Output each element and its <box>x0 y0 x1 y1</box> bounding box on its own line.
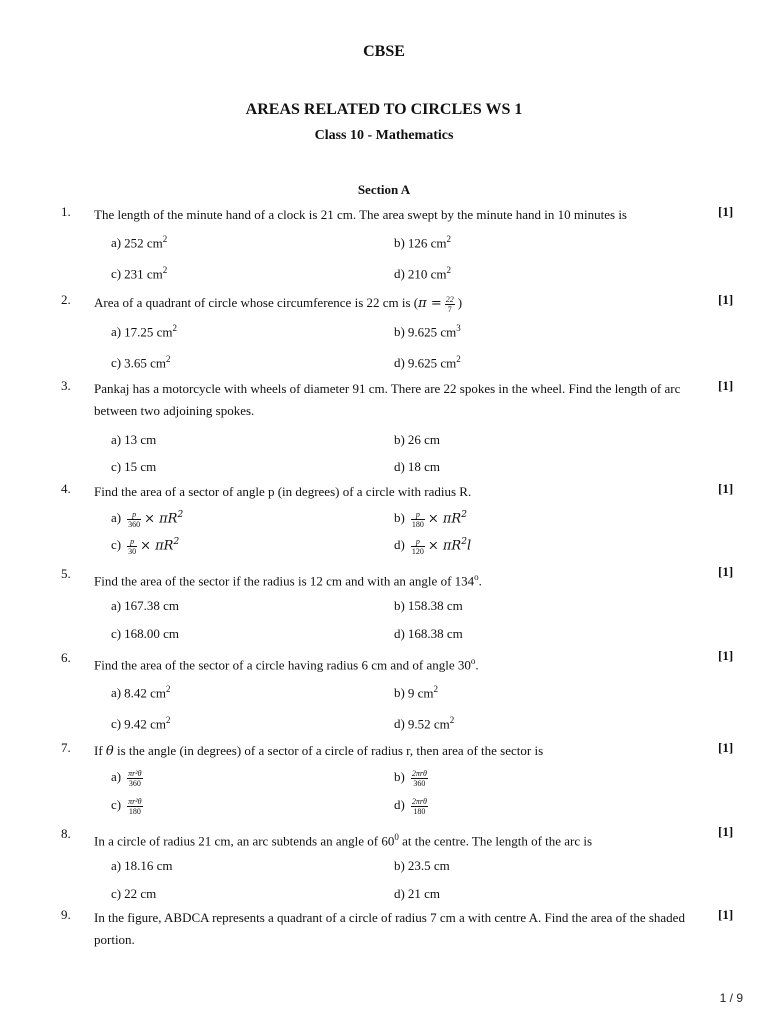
question-number: 5. <box>61 566 71 581</box>
option-d[interactable]: d) 168.38 cm <box>394 626 463 641</box>
board-heading: CBSE <box>363 43 405 60</box>
option-c[interactable]: c) $\frac{\text{πr²θ}}{180}$ <box>111 797 142 816</box>
option-a[interactable]: a) 17.25 $cm^2$ <box>111 323 177 340</box>
worksheet-title: AREAS RELATED TO CIRCLES WS 1 <box>245 101 523 118</box>
option-b[interactable]: b) 158.38 cm <box>394 598 463 613</box>
option-d[interactable]: d) $\frac{p}{120}$ × $\pi R^2l$ <box>394 537 472 556</box>
marks-badge: [1] <box>718 481 734 496</box>
question-text: Pankaj has a motorcycle with wheels of diameter 91 cm. There are 22 spokes in the wheel. Find the length of arc between two adjoining spokes. <box>94 381 681 418</box>
pi-fraction: $\frac{22}{7}$ <box>445 294 454 314</box>
option-a[interactable]: a) 18.16 cm <box>111 858 173 873</box>
marks-badge: [1] <box>718 564 734 579</box>
option-b[interactable]: b) $\frac{p}{180}$ × $\pi R^2$ <box>394 510 467 529</box>
question-text: Area of a quadrant of circle whose circumference is 22 cm is (π = $\frac{22}{7}$ ) <box>94 294 463 314</box>
question-number: 3. <box>61 378 71 393</box>
option-d[interactable]: d) 18 cm <box>394 459 440 474</box>
question-number: 8. <box>61 826 71 841</box>
option-c[interactable]: c) 231 $cm^2$ <box>111 265 168 282</box>
option-d[interactable]: d) 21 cm <box>394 886 440 901</box>
page-number: 1 / 9 <box>719 991 743 1005</box>
question-text: Find the area of the sector if the radius is 12 cm and with an angle of 134$^o$. <box>94 572 482 589</box>
option-c[interactable]: c) 22 cm <box>111 886 157 901</box>
option-c[interactable]: c) 168.00 cm <box>111 626 179 641</box>
option-a[interactable]: a) $\frac{p}{360}$ × $\pi R^2$ <box>111 510 184 529</box>
option-a[interactable]: a) 13 cm <box>111 432 157 447</box>
question-number: 9. <box>61 907 71 922</box>
marks-badge: [1] <box>718 740 734 755</box>
question-text: If θ is the angle (in degrees) of a sector of a circle of radius r, then area of the sector is <box>94 743 544 759</box>
option-b[interactable]: b) 23.5 cm <box>394 858 450 873</box>
option-b[interactable]: b) 9 $cm^2$ <box>394 684 438 701</box>
option-a[interactable]: a) 167.38 cm <box>111 598 179 613</box>
marks-badge: [1] <box>718 204 734 219</box>
option-d[interactable]: d) 9.52 $cm^2$ <box>394 715 455 732</box>
question-text: Find the area of the sector of a circle having radius 6 cm and of angle 30$^o$. <box>94 656 479 673</box>
marks-badge: [1] <box>718 378 734 393</box>
option-c[interactable]: c) 15 cm <box>111 459 157 474</box>
option-c[interactable]: c) $\frac{p}{30}$ × $\pi R^2$ <box>111 537 180 556</box>
question-number: 1. <box>61 204 71 219</box>
question-number: 2. <box>61 292 71 307</box>
option-b[interactable]: b) $\frac{\text{2πrθ}}{360}$ <box>394 769 427 788</box>
option-c[interactable]: c) 3.65 $cm^2$ <box>111 354 171 371</box>
marks-badge: [1] <box>718 907 734 922</box>
question-text: In the figure, ABDCA represents a quadrant of a circle of radius 7 cm a with centre A. Find the area of the shaded portion. <box>94 910 685 947</box>
option-a[interactable]: a) 8.42 $cm^2$ <box>111 684 171 701</box>
option-a[interactable]: a) 252 $cm^2$ <box>111 234 168 251</box>
option-d[interactable]: d) $\frac{\text{2πrθ}}{180}$ <box>394 797 427 816</box>
question-number: 7. <box>61 740 71 755</box>
marks-badge: [1] <box>718 648 734 663</box>
option-b[interactable]: b) 26 cm <box>394 432 440 447</box>
option-b[interactable]: b) 9.625 $cm^3$ <box>394 323 461 340</box>
question-text: The length of the minute hand of a clock is 21 cm. The area swept by the minute hand in 10 minutes is <box>94 207 627 222</box>
question-text: Find the area of a sector of angle p (in degrees) of a circle with radius R. <box>94 484 472 499</box>
option-b[interactable]: b) 126 $cm^2$ <box>394 234 451 251</box>
section-heading: Section A <box>357 182 411 197</box>
marks-badge: [1] <box>718 824 734 839</box>
question-number: 6. <box>61 650 71 665</box>
option-a[interactable]: a) $\frac{\text{πr²θ}}{360}$ <box>111 769 142 788</box>
marks-badge: [1] <box>718 292 734 307</box>
option-d[interactable]: d) 210 $cm^2$ <box>394 265 451 282</box>
option-d[interactable]: d) 9.625 $cm^2$ <box>394 354 461 371</box>
question-text: In a circle of radius 21 cm, an arc subtends an angle of $60^0$ at the centre. The length of the arc is <box>94 832 593 849</box>
worksheet-subtitle: Class 10 - Mathematics <box>314 128 454 143</box>
question-number: 4. <box>61 481 71 496</box>
option-c[interactable]: c) 9.42 $cm^2$ <box>111 715 171 732</box>
